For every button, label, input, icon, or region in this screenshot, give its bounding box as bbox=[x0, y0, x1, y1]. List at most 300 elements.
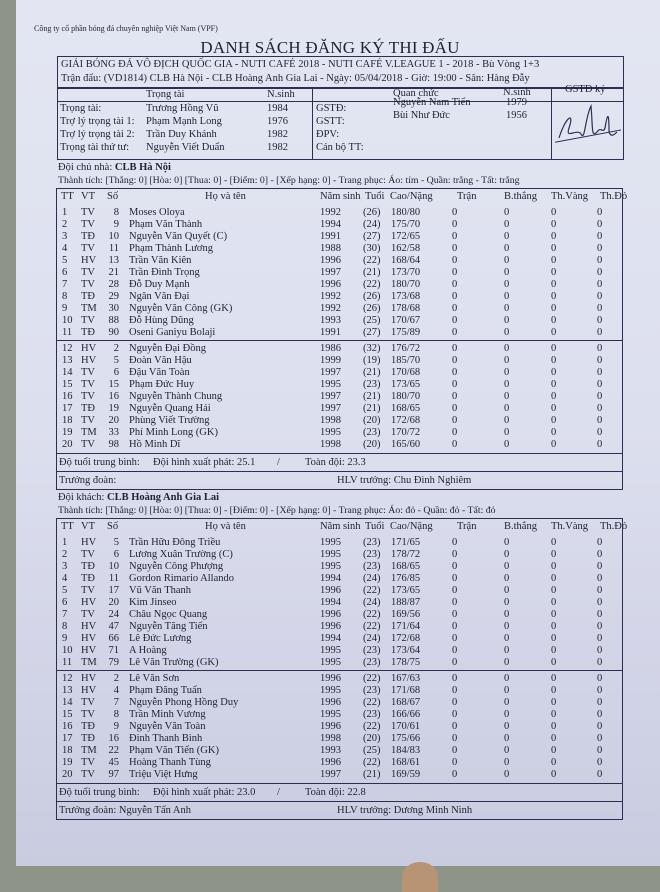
cell-cn: 175/89 bbox=[391, 327, 421, 338]
cell-name: Nguyễn Phong Hồng Duy bbox=[129, 697, 239, 708]
cell-bt: 0 bbox=[504, 709, 510, 720]
cell-cn: 168/64 bbox=[391, 255, 421, 266]
cell-cn: 171/64 bbox=[391, 621, 421, 632]
cell-bt: 0 bbox=[504, 697, 510, 708]
team-manager: Trưởng đoàn: Nguyễn Tấn Anh bbox=[59, 805, 191, 816]
cell-tv: 0 bbox=[551, 343, 557, 354]
cell-bt: 0 bbox=[504, 439, 510, 450]
cell-cn: 178/68 bbox=[391, 303, 421, 314]
page-title: DANH SÁCH ĐĂNG KÝ THI ĐẤU bbox=[200, 38, 460, 57]
cell-tv: 0 bbox=[551, 685, 557, 696]
cell-cn: 176/72 bbox=[391, 343, 421, 354]
cell-bt: 0 bbox=[504, 267, 510, 278]
cell-tt: 6 bbox=[62, 267, 68, 278]
cell-vt: TM bbox=[81, 657, 97, 668]
cell-bt: 0 bbox=[504, 673, 510, 684]
thumb bbox=[402, 862, 438, 892]
table-header bbox=[57, 191, 628, 203]
cell-so: 15 bbox=[108, 379, 119, 390]
player-row bbox=[57, 549, 622, 561]
cell-so: 20 bbox=[108, 597, 119, 608]
cell-bt: 0 bbox=[504, 537, 510, 548]
company-name: Công ty cổ phần bóng đá chuyên nghiệp Việt Nam (VPF) bbox=[34, 24, 218, 33]
cell-tt: 19 bbox=[62, 427, 73, 438]
cell-so: 11 bbox=[108, 243, 119, 254]
cell-so: 28 bbox=[108, 279, 119, 290]
cell-tt: 10 bbox=[62, 645, 73, 656]
cell-td: 0 bbox=[597, 343, 603, 354]
cell-so: 7 bbox=[113, 697, 119, 708]
player-row bbox=[57, 721, 622, 733]
cell-cn: 175/66 bbox=[391, 733, 421, 744]
cell-bt: 0 bbox=[504, 427, 510, 438]
col-tran: Trận bbox=[457, 521, 477, 532]
cell-tt: 18 bbox=[62, 415, 73, 426]
cell-so: 71 bbox=[108, 645, 119, 656]
cell-cn: 171/68 bbox=[391, 685, 421, 696]
cell-td: 0 bbox=[597, 573, 603, 584]
cell-ns: 1991 bbox=[320, 231, 341, 242]
official-name: Bùi Như Đức bbox=[393, 110, 450, 121]
cell-td: 0 bbox=[597, 633, 603, 644]
cell-so: 6 bbox=[113, 367, 119, 378]
col-supervisor-sign: GSTĐ ký bbox=[565, 84, 606, 95]
cell-tv: 0 bbox=[551, 403, 557, 414]
cell-tuoi: (22) bbox=[363, 609, 381, 620]
player-row bbox=[57, 391, 622, 403]
col-vt: VT bbox=[81, 521, 95, 532]
home-player-table bbox=[56, 188, 628, 490]
cell-cn: 173/65 bbox=[391, 585, 421, 596]
cell-tran: 0 bbox=[452, 403, 458, 414]
player-row bbox=[57, 645, 622, 657]
player-row bbox=[57, 367, 622, 379]
cell-name: Moses Oloya bbox=[129, 207, 185, 218]
cell-tv: 0 bbox=[551, 303, 557, 314]
cell-so: 30 bbox=[108, 303, 119, 314]
cell-ns: 1997 bbox=[320, 769, 341, 780]
cell-tt: 4 bbox=[62, 243, 68, 254]
cell-vt: HV bbox=[81, 343, 97, 354]
cell-tran: 0 bbox=[452, 673, 458, 684]
cell-tv: 0 bbox=[551, 315, 557, 326]
official-role: GSTĐ: bbox=[316, 103, 347, 114]
player-row bbox=[57, 673, 622, 685]
cell-tran: 0 bbox=[452, 315, 458, 326]
cell-tt: 6 bbox=[62, 597, 68, 608]
cell-td: 0 bbox=[597, 303, 603, 314]
cell-name: Triệu Việt Hưng bbox=[129, 769, 198, 780]
cell-tt: 8 bbox=[62, 291, 68, 302]
cell-vt: TV bbox=[81, 757, 95, 768]
cell-td: 0 bbox=[597, 403, 603, 414]
average-age-starting: Đội hình xuất phát: 23.0 bbox=[153, 787, 256, 798]
cell-tuoi: (25) bbox=[363, 315, 381, 326]
cell-tuoi: (22) bbox=[363, 757, 381, 768]
cell-ns: 1992 bbox=[320, 303, 341, 314]
cell-td: 0 bbox=[597, 709, 603, 720]
cell-vt: TV bbox=[81, 219, 95, 230]
staff-row bbox=[57, 471, 622, 490]
cell-tuoi: (23) bbox=[363, 549, 381, 560]
cell-vt: TV bbox=[81, 279, 95, 290]
cell-name: Phạm Thành Lương bbox=[129, 243, 213, 254]
cell-tv: 0 bbox=[551, 207, 557, 218]
cell-so: 97 bbox=[108, 769, 119, 780]
cell-tt: 9 bbox=[62, 303, 68, 314]
referee-year: 1984 bbox=[267, 103, 288, 114]
player-row bbox=[57, 757, 622, 769]
cell-cn: 171/65 bbox=[391, 537, 421, 548]
player-row bbox=[57, 303, 622, 315]
cell-ns: 1995 bbox=[320, 657, 341, 668]
cell-cn: 165/60 bbox=[391, 439, 421, 450]
player-row bbox=[57, 379, 622, 391]
cell-bt: 0 bbox=[504, 379, 510, 390]
cell-cn: 170/67 bbox=[391, 315, 421, 326]
cell-td: 0 bbox=[597, 673, 603, 684]
cell-cn: 178/72 bbox=[391, 549, 421, 560]
cell-tv: 0 bbox=[551, 537, 557, 548]
cell-vt: TĐ bbox=[81, 291, 95, 302]
col-name: Họ và tên bbox=[205, 521, 246, 532]
cell-name: Nguyễn Công Phượng bbox=[129, 561, 224, 572]
cell-tv: 0 bbox=[551, 231, 557, 242]
cell-ns: 1995 bbox=[320, 685, 341, 696]
cell-name: Phùng Viết Trường bbox=[129, 415, 210, 426]
cell-ns: 1994 bbox=[320, 219, 341, 230]
cell-td: 0 bbox=[597, 439, 603, 450]
cell-ns: 1991 bbox=[320, 327, 341, 338]
cell-tran: 0 bbox=[452, 645, 458, 656]
cell-so: 79 bbox=[108, 657, 119, 668]
cell-vt: TV bbox=[81, 267, 95, 278]
cell-tv: 0 bbox=[551, 709, 557, 720]
cell-name: Lương Xuân Trường (C) bbox=[129, 549, 233, 560]
match-header bbox=[57, 56, 624, 89]
player-row bbox=[57, 621, 622, 633]
cell-so: 47 bbox=[108, 621, 119, 632]
cell-tt: 16 bbox=[62, 391, 73, 402]
cell-tuoi: (19) bbox=[363, 355, 381, 366]
cell-name: Vũ Văn Thanh bbox=[129, 585, 192, 596]
cell-bt: 0 bbox=[504, 721, 510, 732]
cell-ns: 1996 bbox=[320, 255, 341, 266]
cell-tt: 16 bbox=[62, 721, 73, 732]
cell-tt: 15 bbox=[62, 709, 73, 720]
cell-cn: 170/72 bbox=[391, 427, 421, 438]
cell-cn: 175/70 bbox=[391, 219, 421, 230]
cell-vt: TV bbox=[81, 609, 95, 620]
cell-cn: 188/87 bbox=[391, 597, 421, 608]
cell-name: Nguyễn Thành Chung bbox=[129, 391, 223, 402]
player-row bbox=[57, 561, 622, 573]
cell-so: 24 bbox=[108, 609, 119, 620]
player-row bbox=[57, 585, 622, 597]
cell-tuoi: (26) bbox=[363, 291, 381, 302]
col-tv: Th.Vàng bbox=[551, 521, 589, 532]
cell-tuoi: (23) bbox=[363, 657, 381, 668]
cell-ns: 1996 bbox=[320, 609, 341, 620]
player-row bbox=[57, 733, 622, 745]
cell-tv: 0 bbox=[551, 673, 557, 684]
team-manager: Trưởng đoàn: bbox=[59, 475, 117, 486]
cell-tran: 0 bbox=[452, 697, 458, 708]
cell-tt: 14 bbox=[62, 367, 73, 378]
cell-tuoi: (22) bbox=[363, 721, 381, 732]
col-td: Th.Đỏ bbox=[600, 521, 628, 532]
cell-ns: 1986 bbox=[320, 343, 341, 354]
col-tuoi: Tuổi bbox=[365, 191, 385, 202]
cell-ns: 1994 bbox=[320, 573, 341, 584]
cell-vt: HV bbox=[81, 255, 97, 266]
cell-tuoi: (21) bbox=[363, 403, 381, 414]
cell-tv: 0 bbox=[551, 439, 557, 450]
cell-bt: 0 bbox=[504, 343, 510, 354]
average-age-all: Toàn đội: 22.8 bbox=[305, 787, 366, 798]
cell-ns: 1997 bbox=[320, 403, 341, 414]
cell-tuoi: (22) bbox=[363, 585, 381, 596]
col-ns: Năm sinh bbox=[320, 191, 361, 202]
cell-cn: 166/66 bbox=[391, 709, 421, 720]
cell-so: 98 bbox=[108, 439, 119, 450]
average-age-label: Độ tuổi trung bình: bbox=[59, 787, 140, 798]
col-tuoi: Tuổi bbox=[365, 521, 385, 532]
player-row bbox=[57, 231, 622, 243]
cell-vt: TV bbox=[81, 391, 95, 402]
player-row bbox=[57, 255, 622, 267]
official-name: Nguyễn Nam Tiến bbox=[393, 97, 471, 108]
player-row bbox=[57, 291, 622, 303]
cell-td: 0 bbox=[597, 291, 603, 302]
player-row bbox=[57, 427, 622, 439]
cell-cn: 168/67 bbox=[391, 697, 421, 708]
cell-tran: 0 bbox=[452, 609, 458, 620]
average-age-row bbox=[57, 453, 622, 472]
cell-cn: 178/75 bbox=[391, 657, 421, 668]
cell-cn: 185/70 bbox=[391, 355, 421, 366]
cell-bt: 0 bbox=[504, 415, 510, 426]
cell-tuoi: (26) bbox=[363, 303, 381, 314]
official-role: GSTT: bbox=[316, 116, 345, 127]
cell-name: Trần Minh Vương bbox=[129, 709, 206, 720]
cell-tuoi: (21) bbox=[363, 769, 381, 780]
cell-cn: 173/65 bbox=[391, 379, 421, 390]
col-so: Số bbox=[107, 521, 119, 532]
cell-name: Phí Minh Long (GK) bbox=[129, 427, 218, 438]
cell-vt: HV bbox=[81, 685, 97, 696]
average-age-row bbox=[57, 783, 622, 802]
cell-cn: 170/68 bbox=[391, 367, 421, 378]
cell-bt: 0 bbox=[504, 303, 510, 314]
referee-role: Trợ lý trọng tài 1: bbox=[60, 116, 135, 127]
cell-ns: 1996 bbox=[320, 697, 341, 708]
cell-so: 45 bbox=[108, 757, 119, 768]
cell-tt: 13 bbox=[62, 685, 73, 696]
home-team-label: Đội chủ nhà: CLB Hà Nội bbox=[58, 162, 171, 173]
player-row bbox=[57, 609, 622, 621]
cell-tran: 0 bbox=[452, 621, 458, 632]
cell-bt: 0 bbox=[504, 549, 510, 560]
cell-vt: HV bbox=[81, 645, 97, 656]
cell-so: 10 bbox=[108, 231, 119, 242]
cell-ns: 1996 bbox=[320, 279, 341, 290]
referee-name: Trương Hồng Vũ bbox=[146, 103, 219, 114]
cell-tuoi: (24) bbox=[363, 597, 381, 608]
cell-ns: 1992 bbox=[320, 207, 341, 218]
cell-tuoi: (23) bbox=[363, 685, 381, 696]
cell-td: 0 bbox=[597, 355, 603, 366]
cell-so: 21 bbox=[108, 267, 119, 278]
player-row bbox=[57, 415, 622, 427]
away-player-table bbox=[56, 518, 628, 820]
cell-bt: 0 bbox=[504, 327, 510, 338]
cell-td: 0 bbox=[597, 219, 603, 230]
cell-tv: 0 bbox=[551, 243, 557, 254]
cell-tran: 0 bbox=[452, 657, 458, 668]
cell-name: Nguyễn Văn Công (GK) bbox=[129, 303, 233, 314]
cell-tran: 0 bbox=[452, 255, 458, 266]
away-team-stats: Thành tích: [Thắng: 0] [Hòa: 0] [Thua: 0] - [Điểm: 0] - [Xếp hạng: 0] - Trang phục: Áo: đỏ - Quần: đỏ - Tất: đỏ bbox=[58, 505, 496, 516]
cell-so: 8 bbox=[113, 709, 119, 720]
average-age-slash: / bbox=[277, 457, 280, 468]
cell-tv: 0 bbox=[551, 769, 557, 780]
cell-tt: 11 bbox=[62, 657, 73, 668]
cell-vt: TĐ bbox=[81, 327, 95, 338]
cell-cn: 176/85 bbox=[391, 573, 421, 584]
cell-tran: 0 bbox=[452, 745, 458, 756]
cell-cn: 168/65 bbox=[391, 561, 421, 572]
cell-vt: TĐ bbox=[81, 721, 95, 732]
cell-ns: 1994 bbox=[320, 633, 341, 644]
cell-td: 0 bbox=[597, 255, 603, 266]
cell-tt: 2 bbox=[62, 549, 68, 560]
cell-name: Trần Hữu Đông Triều bbox=[129, 537, 221, 548]
referee-role: Trọng tài thứ tư: bbox=[60, 142, 130, 153]
cell-so: 5 bbox=[113, 355, 119, 366]
cell-tran: 0 bbox=[452, 733, 458, 744]
signature-icon bbox=[555, 98, 621, 150]
cell-tt: 17 bbox=[62, 403, 73, 414]
cell-tran: 0 bbox=[452, 327, 458, 338]
cell-so: 88 bbox=[108, 315, 119, 326]
cell-cn: 168/65 bbox=[391, 403, 421, 414]
col-ns: Năm sinh bbox=[320, 521, 361, 532]
cell-tt: 7 bbox=[62, 279, 68, 290]
cell-tt: 5 bbox=[62, 255, 68, 266]
cell-ns: 1995 bbox=[320, 561, 341, 572]
cell-cn: 162/58 bbox=[391, 243, 421, 254]
cell-name: Ngân Văn Đại bbox=[129, 291, 190, 302]
cell-tv: 0 bbox=[551, 657, 557, 668]
cell-bt: 0 bbox=[504, 367, 510, 378]
cell-vt: TV bbox=[81, 207, 95, 218]
player-row bbox=[57, 279, 622, 291]
cell-so: 11 bbox=[108, 573, 119, 584]
col-tran: Trận bbox=[457, 191, 477, 202]
cell-tuoi: (24) bbox=[363, 573, 381, 584]
cell-vt: TV bbox=[81, 697, 95, 708]
referee-year: 1982 bbox=[267, 129, 288, 140]
cell-tv: 0 bbox=[551, 391, 557, 402]
player-row bbox=[57, 403, 622, 415]
cell-bt: 0 bbox=[504, 219, 510, 230]
referee-role: Trọng tài: bbox=[60, 103, 102, 114]
cell-name: Châu Ngọc Quang bbox=[129, 609, 208, 620]
cell-name: Kim Jinseo bbox=[129, 597, 177, 608]
cell-so: 2 bbox=[113, 343, 119, 354]
cell-tt: 7 bbox=[62, 609, 68, 620]
cell-tran: 0 bbox=[452, 769, 458, 780]
cell-td: 0 bbox=[597, 537, 603, 548]
cell-ns: 1996 bbox=[320, 673, 341, 684]
cell-so: 22 bbox=[108, 745, 119, 756]
cell-cn: 172/68 bbox=[391, 415, 421, 426]
referee-year: 1982 bbox=[267, 142, 288, 153]
col-bt: B.thắng bbox=[504, 191, 537, 202]
col-bt: B.thắng bbox=[504, 521, 537, 532]
cell-tv: 0 bbox=[551, 355, 557, 366]
cell-cn: 180/80 bbox=[391, 207, 421, 218]
cell-so: 6 bbox=[113, 549, 119, 560]
cell-so: 17 bbox=[108, 585, 119, 596]
cell-name: Lê Đức Lương bbox=[129, 633, 192, 644]
cell-tuoi: (24) bbox=[363, 219, 381, 230]
cell-name: Nguyễn Quang Hải bbox=[129, 403, 211, 414]
cell-tuoi: (22) bbox=[363, 255, 381, 266]
col-tt: TT bbox=[61, 191, 74, 202]
cell-tt: 17 bbox=[62, 733, 73, 744]
cell-tv: 0 bbox=[551, 219, 557, 230]
player-row bbox=[57, 207, 622, 219]
cell-td: 0 bbox=[597, 657, 603, 668]
cell-ns: 1999 bbox=[320, 355, 341, 366]
cell-tt: 11 bbox=[62, 327, 73, 338]
cell-tv: 0 bbox=[551, 721, 557, 732]
cell-tv: 0 bbox=[551, 645, 557, 656]
cell-tv: 0 bbox=[551, 757, 557, 768]
cell-name: Trần Văn Kiên bbox=[129, 255, 192, 266]
average-age-starting: Đội hình xuất phát: 25.1 bbox=[153, 457, 256, 468]
cell-so: 20 bbox=[108, 415, 119, 426]
cell-ns: 1997 bbox=[320, 267, 341, 278]
cell-tuoi: (24) bbox=[363, 633, 381, 644]
cell-tuoi: (23) bbox=[363, 379, 381, 390]
cell-so: 16 bbox=[108, 733, 119, 744]
col-tv: Th.Vàng bbox=[551, 191, 589, 202]
home-team-name: CLB Hà Nội bbox=[114, 162, 171, 173]
cell-tran: 0 bbox=[452, 267, 458, 278]
cell-name: Nguyễn Đại Đồng bbox=[129, 343, 206, 354]
cell-tran: 0 bbox=[452, 303, 458, 314]
col-so: Số bbox=[107, 191, 119, 202]
cell-tv: 0 bbox=[551, 427, 557, 438]
col-name: Họ và tên bbox=[205, 191, 246, 202]
cell-vt: HV bbox=[81, 673, 97, 684]
cell-vt: TV bbox=[81, 415, 95, 426]
cell-tt: 15 bbox=[62, 379, 73, 390]
cell-tran: 0 bbox=[452, 561, 458, 572]
cell-tt: 18 bbox=[62, 745, 73, 756]
cell-td: 0 bbox=[597, 315, 603, 326]
cell-cn: 170/61 bbox=[391, 721, 421, 732]
cell-tuoi: (22) bbox=[363, 697, 381, 708]
cell-tt: 4 bbox=[62, 573, 68, 584]
cell-so: 9 bbox=[113, 721, 119, 732]
cell-td: 0 bbox=[597, 207, 603, 218]
official-year: 1979 bbox=[506, 97, 527, 108]
cell-cn: 172/68 bbox=[391, 633, 421, 644]
